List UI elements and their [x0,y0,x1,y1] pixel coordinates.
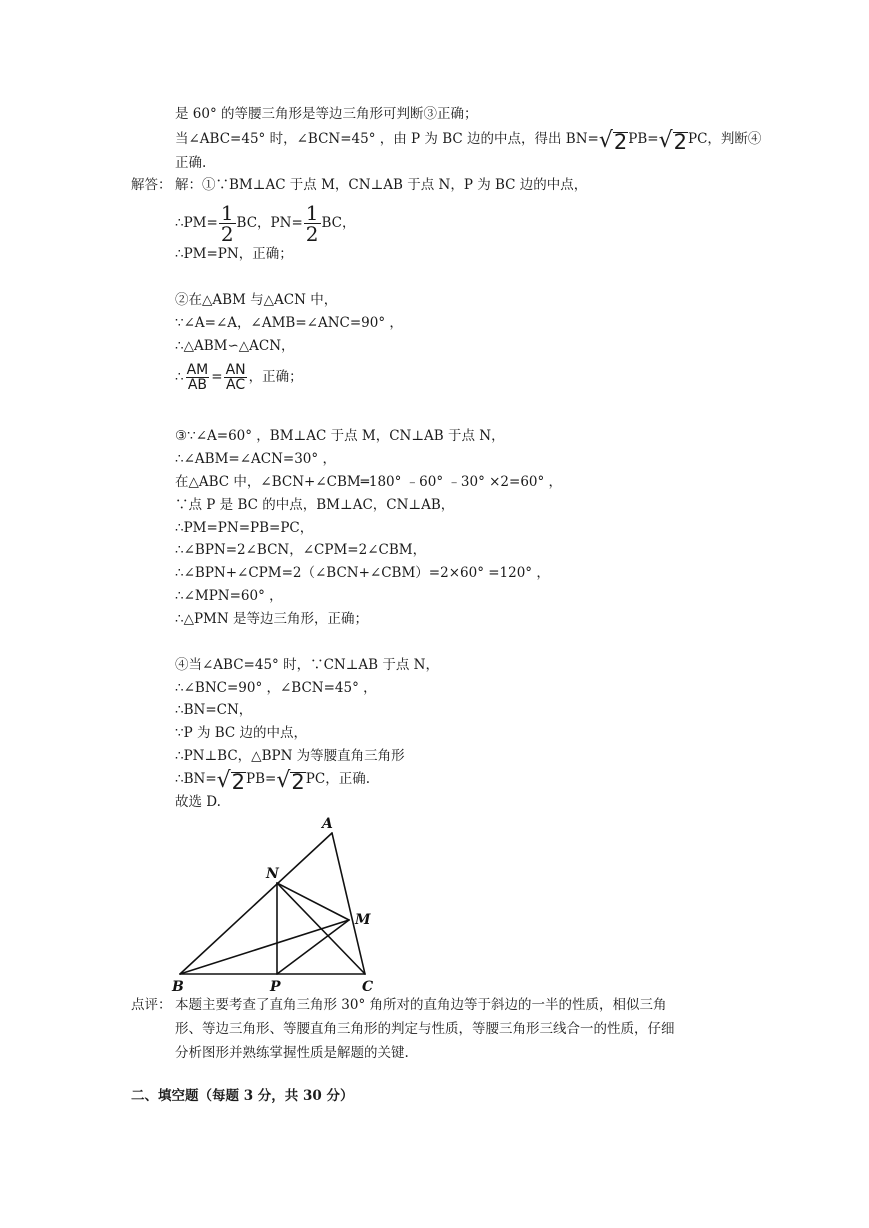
vertex-label-C: C [362,979,374,995]
solution-line-16: ∴△PMN 是等边三角形，正确； [175,611,368,627]
solution-label: 解答： [131,177,172,193]
solution-line-20: ∵P 为 BC 边的中点， [175,725,308,741]
fraction-half: $\frac{1}{2}$ [220,201,234,246]
solution-line-5: ∵∠A=∠A，∠AMB=∠ANC=90° ， [175,315,403,331]
analysis-line-2-text-b: PB= [628,131,659,147]
solution-line-11: ∵点 P 是 BC 的中点，BM⊥AC，CN⊥AB， [175,497,455,513]
solution-line-19: ∴BN=CN， [175,702,253,718]
solution-line-23: 故选 D. [175,794,221,810]
segment-AC [332,833,365,974]
analysis-line-3: 正确. [175,155,207,171]
comment-label: 点评： [131,997,172,1013]
solution-line-22: ∴BN= √ 2 PB= √ 2 PC，正确. [175,768,370,794]
analysis-line-1: 是 60° 的等腰三角形是等边三角形可判断③正确； [175,106,478,122]
vertex-label-N: N [266,866,279,882]
comment-line-1: 本题主要考查了直角三角形 30° 角所对的直角边等于斜边的一半的性质，相似三角 [175,997,667,1013]
comment-line-2: 形、等边三角形、等腰直角三角形的判定与性质，等腰三角形三线合一的性质，仔细 [175,1021,675,1037]
solution-line-6: ∴△ABM∽△ACN， [175,338,295,354]
solution-line-18: ∴∠BNC=90° ，∠BCN=45° ， [175,680,377,696]
vertex-label-B: B [172,979,184,995]
segment-NM [277,883,349,920]
vertex-label-A: A [322,816,333,832]
solution-line-15: ∴∠MPN=60° ， [175,588,283,604]
fraction-an-ac: $\frac{AN}{AC}$ [225,362,246,393]
geometry-figure [160,810,390,995]
solution-line-10: 在△ABC 中，∠BCN+∠CBM═180° ﹣60° ﹣30° ×2=60° ， [175,474,563,490]
solution-line-14: ∴∠BPN+∠CPM=2（∠BCN+∠CBM）=2×60° =120° ， [175,565,550,581]
solution-line-12: ∴PM=PN=PB=PC， [175,520,314,536]
vertex-label-M: M [355,912,371,928]
solution-line-4: ②在△ABM 与△ACN 中， [175,292,338,308]
solution-line-2: ∴PM= $\frac{1}{2}$ BC，PN= $\frac{1}{2}$ BC， [175,201,356,246]
fraction-half: $\frac{1}{2}$ [305,201,319,246]
solution-line-21: ∴PN⊥BC，△BPN 为等腰直角三角形 [175,748,405,764]
analysis-line-2 [175,129,761,152]
comment-line-3: 分析图形并熟练掌握性质是解题的关键. [175,1045,409,1061]
solution-line-3: ∴PM=PN，正确； [175,246,293,262]
analysis-line-2-text-a: 当∠ABC=45° 时，∠BCN=45° ，由 P 为 BC 边的中点，得出 BN= [175,131,599,147]
segment-BM [180,920,349,974]
solution-line-8: ③∵∠A=60° ，BM⊥AC 于点 M，CN⊥AB 于点 N， [175,428,505,444]
solution-line-1: 解：①∵BM⊥AC 于点 M，CN⊥AB 于点 N，P 为 BC 边的中点， [175,177,588,193]
solution-line-7: ∴ $\frac{AM}{AB}$ = $\frac{AN}{AC}$ ，正确； [175,362,303,393]
sqrt-2-symbol: √ 2 [216,768,246,794]
section-heading: 二、填空题（每题 3 分，共 30 分） [131,1088,354,1104]
solution-line-9: ∴∠ABM=∠ACN=30° ， [175,451,336,467]
vertex-label-P: P [270,979,281,995]
analysis-line-2-text-c: PC，判断④ [687,131,762,147]
sqrt-2-symbol: √ 2 [276,768,305,794]
sqrt-2-symbol: √ 2 [658,128,687,154]
fraction-am-ab: $\frac{AM}{AB}$ [186,362,209,393]
sqrt-2-symbol: √ 2 [598,128,628,154]
solution-line-13: ∴∠BPN=2∠BCN，∠CPM=2∠CBM， [175,542,427,558]
solution-line-17: ④当∠ABC=45° 时，∵CN⊥AB 于点 N， [175,657,439,673]
segment-BA [180,833,332,974]
